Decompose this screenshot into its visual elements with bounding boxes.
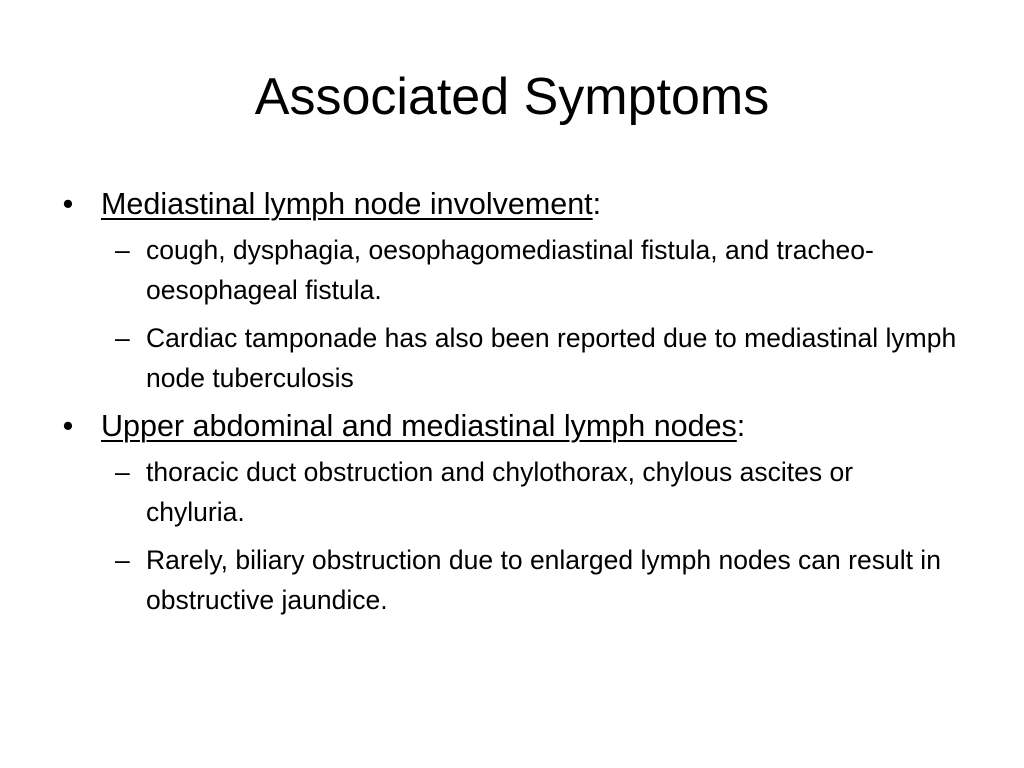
bullet-marker: • [62, 187, 74, 221]
bullet-heading-suffix: : [736, 409, 746, 443]
sub-item-text: cough, dysphagia, oesophagomediastinal fistula, and tracheo-oesophageal fistula. [146, 235, 874, 305]
sub-item-text: Cardiac tamponade has also been reported due to mediastinal lymph node tuberculosis [146, 323, 957, 393]
bullet-item [58, 184, 958, 224]
slide-content [58, 184, 958, 628]
dash-marker: – [115, 323, 130, 353]
bullet-item [58, 406, 958, 446]
slide-title: Associated Symptoms [254, 68, 770, 126]
sub-list [58, 230, 958, 398]
sub-list [58, 452, 958, 620]
bullet-heading-suffix: : [592, 187, 602, 221]
sub-item [58, 318, 958, 398]
sub-item [58, 230, 958, 310]
sub-item-text: thoracic duct obstruction and chylothorax, chylous ascites or chyluria. [146, 457, 854, 527]
sub-item [58, 452, 958, 532]
bullet-heading: Mediastinal lymph node involvement [101, 187, 593, 221]
bullet-marker: • [62, 409, 74, 443]
bullet-heading: Upper abdominal and mediastinal lymph nodes [101, 409, 737, 443]
dash-marker: – [115, 235, 130, 265]
dash-marker: – [115, 545, 130, 575]
sub-item-text: Rarely, biliary obstruction due to enlarged lymph nodes can result in obstructive jaundice. [146, 545, 941, 615]
sub-item [58, 540, 958, 620]
dash-marker: – [115, 457, 130, 487]
